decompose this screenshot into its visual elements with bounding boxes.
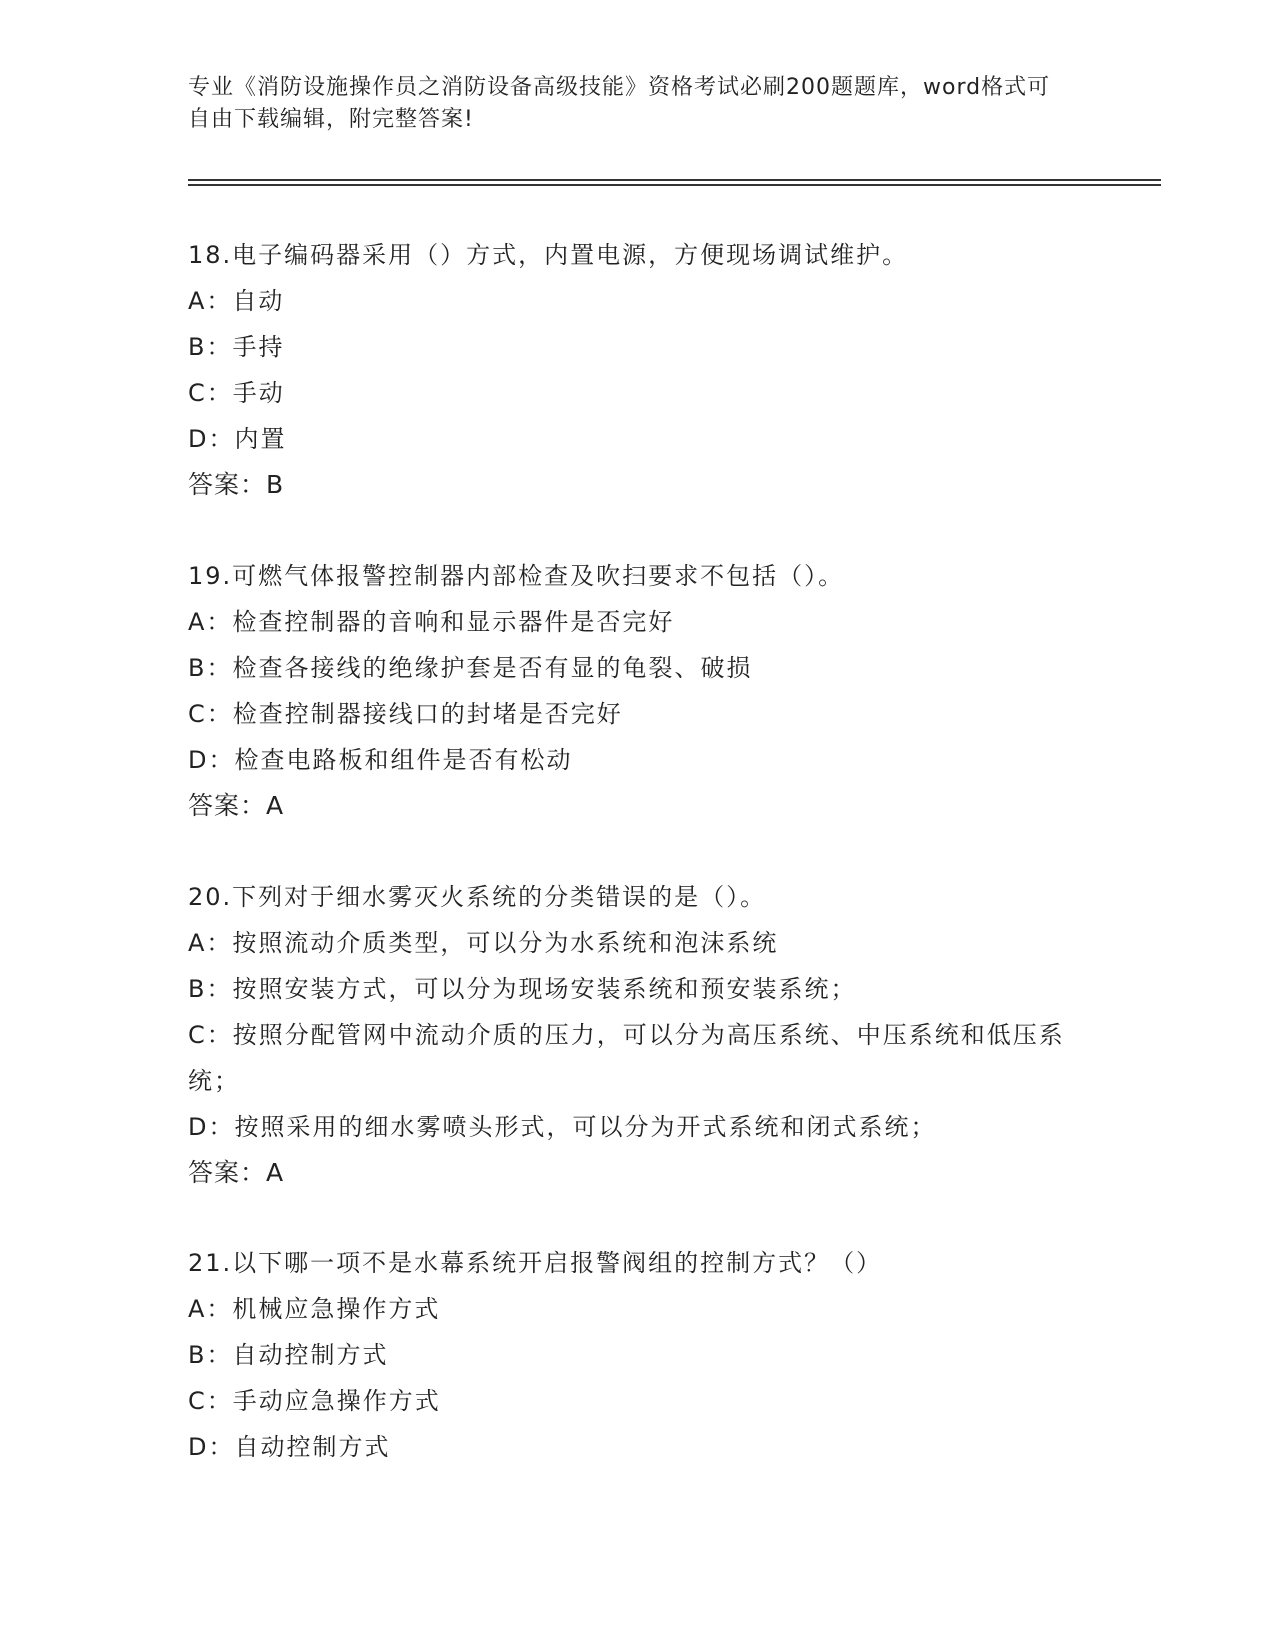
question-20: [188, 874, 1088, 1196]
option-a: A：自动: [188, 287, 285, 315]
option-c: C：按照分配管网中流动介质的压力，可以分为高压系统、中压系统和低压系统；: [188, 1021, 1065, 1095]
question-title: 18.电子编码器采用（）方式，内置电源，方便现场调试维护。: [188, 241, 909, 269]
answer-label: 答案：A: [188, 791, 285, 820]
option-d: D：内置: [188, 425, 287, 453]
document-header: 专业《消防设施操作员之消防设备高级技能》资格考试必刷200题题库，word格式可自由下载编辑，附完整答案!: [188, 75, 1051, 132]
answer-label: 答案：A: [188, 1158, 285, 1187]
question-19: [188, 553, 1088, 829]
question-21: [188, 1240, 1088, 1470]
option-c: C：手动: [188, 379, 285, 407]
option-b: B：按照安装方式，可以分为现场安装系统和预安装系统；: [188, 975, 857, 1003]
question-title: 20.下列对于细水雾灭火系统的分类错误的是（）。: [188, 883, 767, 911]
option-b: B：检查各接线的绝缘护套是否有显的龟裂、破损: [188, 654, 753, 682]
option-b: B：手持: [188, 333, 285, 361]
option-a: A：按照流动介质类型，可以分为水系统和泡沫系统: [188, 929, 779, 957]
option-b: B：自动控制方式: [188, 1341, 389, 1369]
question-title: 19.可燃气体报警控制器内部检查及吹扫要求不包括（）。: [188, 562, 845, 590]
option-d: D：按照采用的细水雾喷头形式，可以分为开式系统和闭式系统；: [188, 1113, 937, 1141]
question-title: 21.以下哪一项不是水幕系统开启报警阀组的控制方式？（）: [188, 1249, 883, 1277]
header-divider-top: [188, 179, 1161, 181]
option-d: D：自动控制方式: [188, 1433, 391, 1461]
option-c: C：手动应急操作方式: [188, 1387, 441, 1415]
option-a: A：机械应急操作方式: [188, 1295, 441, 1323]
option-a: A：检查控制器的音响和显示器件是否完好: [188, 608, 675, 636]
option-d: D：检查电路板和组件是否有松动: [188, 746, 573, 774]
option-c: C：检查控制器接线口的封堵是否完好: [188, 700, 623, 728]
answer-label: 答案：B: [188, 470, 285, 499]
question-18: [188, 232, 1088, 508]
header-divider-bottom: [188, 184, 1161, 186]
